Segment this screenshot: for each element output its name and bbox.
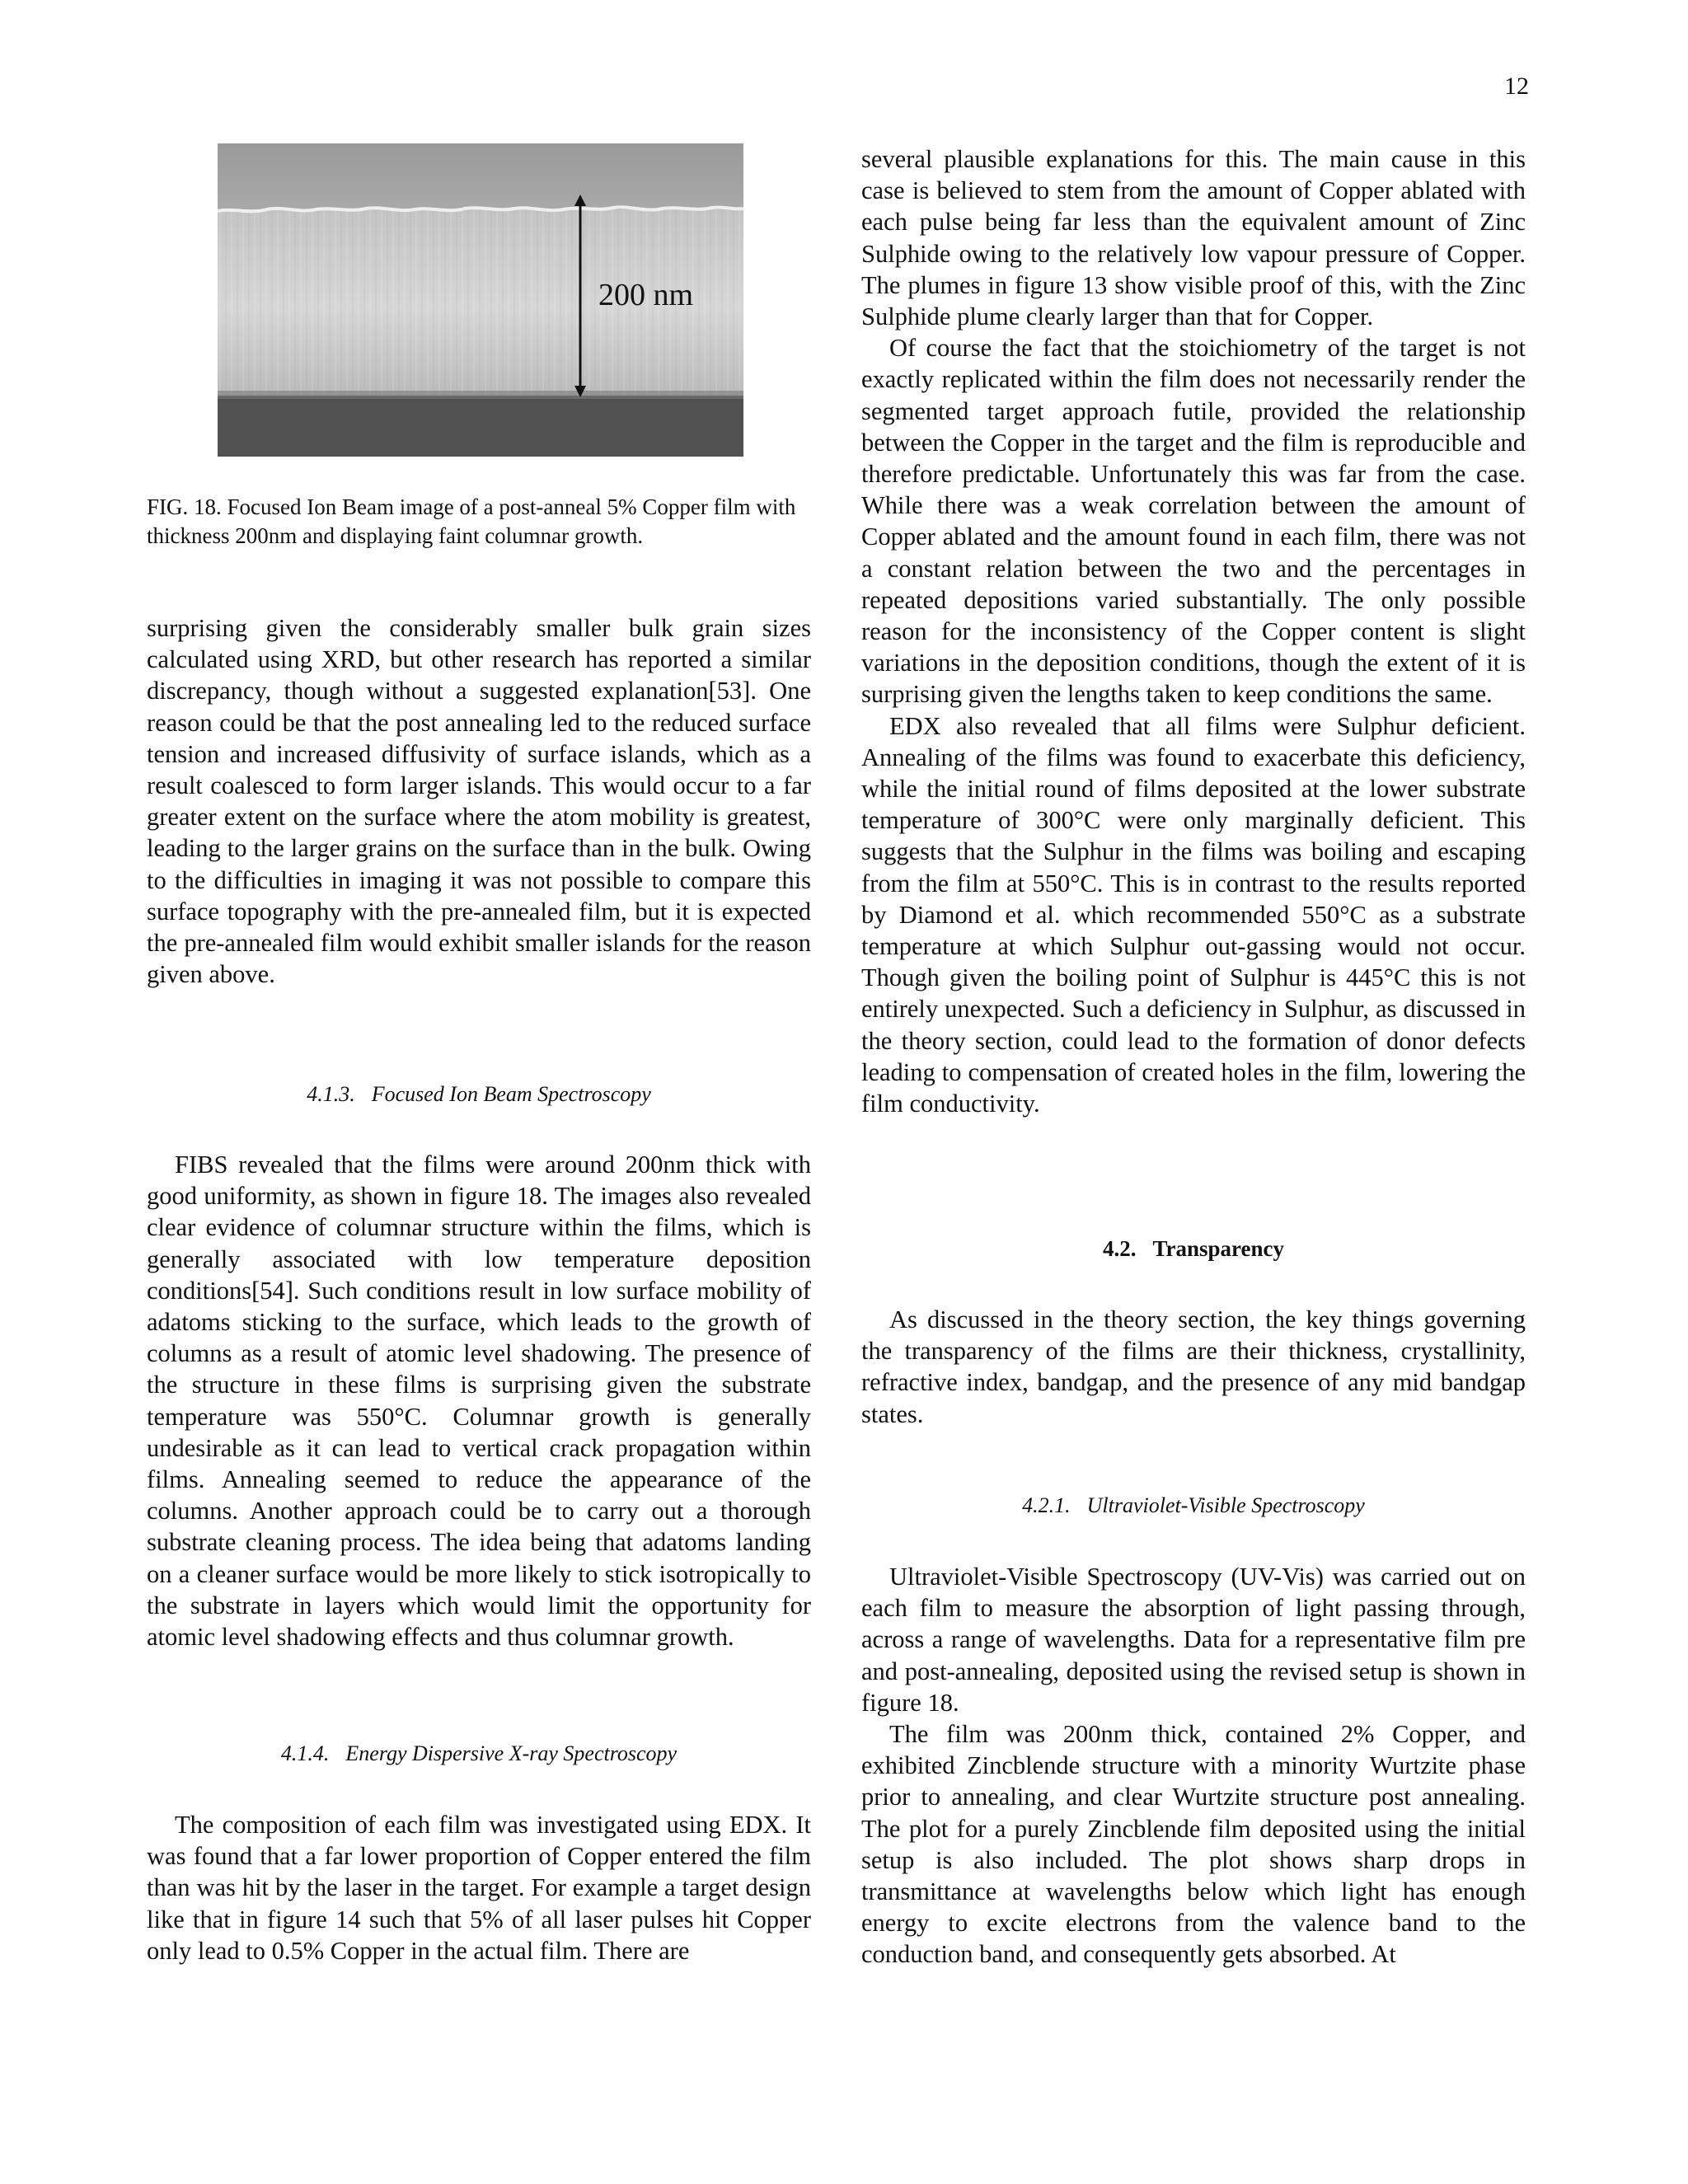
right-paragraph-group-1: several plausible explanations for this. The main cause in this case is believed to stem from the amount of Copper ablated with each pulse being far less than the equivalent amount of Zinc Sulphide owing to the relatively low vapour pressure of Copper. The plumes in figure 13 show visible proof of this, with the Zinc Sulphide plume clearly larger than that for Copper. Of course the fact that the stoichiometry of the target is not exactly replicated within the film does not necessarily render the segmented target approach futile, provided the relationship between the Copper in the target and the film is reproducible and therefore predictable. Unfortunately this was far from the case. While there was a weak correlation between the amount of Copper ablated and the amount found in each film, there was not a constant relation between the two and the percentages in repeated depositions varied substantially. The only possible reason for the inconsistency of the Copper content is slight variations in the deposition conditions, though the extent of it is surprising given the lengths taken to keep conditions the same. EDX also revealed that all films were Sulphur deficient. Annealing of the films was found to exacerbate this deficiency, while the initial round of films deposited at the lower substrate temperature of 300°C were only marginally deficient. This suggests that the Sulphur in the films was boiling and escaping from the film at 550°C. This is in contrast to the results reported by Diamond et al. which recommended 550°C as a substrate temperature at which Sulphur out-gassing would not occur. Though given the boiling point of Sulphur is 445°C this is not entirely unexpected. Such a deficiency in Sulphur, as discussed in the theory section, could lead to the formation of donor defects leading to compensation of created holes in the film, lowering the film conductivity. bbox=[861, 145, 1526, 1118]
figure-caption: FIG. 18. Focused Ion Beam image of a post-anneal 5% Copper film with thickness 200nm and displaying faint columnar growth. bbox=[147, 494, 796, 548]
section-4-2-heading: 4.2. Transparency bbox=[1102, 1236, 1284, 1261]
section-4-1-4-heading: 4.1.4. Energy Dispersive X-ray Spectroscopy bbox=[280, 1741, 678, 1765]
fib-image bbox=[218, 143, 743, 457]
scale-label: 200 nm bbox=[598, 278, 694, 312]
left-paragraph-fibs: FIBS revealed that the films were around 200nm thick with good uniformity, as shown in figure 18. The images also revealed clear evidence of columnar structure within the films, which is generally associated with low temperature deposition conditions[54]. Such conditions result in low surface mobility of adatoms sticking to the surface, which leads to the growth of columns as a result of atomic level shadowing. The presence of the structure in these films is surprising given the substrate temperature was 550°C. Columnar growth is generally undesirable as it can lead to vertical crack propagation within films. Annealing seemed to reduce the appearance of the columns. Another approach could be to carry out a thorough substrate cleaning process. The idea being that adatoms landing on a cleaner surface would be more likely to stick isotropically to the substrate in layers which would limit the opportunity for atomic level shadowing effects and thus columnar growth. bbox=[147, 1151, 811, 1652]
fib-image-graphic bbox=[218, 143, 743, 457]
page-number: 12 bbox=[1504, 73, 1529, 100]
right-paragraph-transparency: As discussed in the theory section, the key things governing the transparency of the films are their thickness, crystallinity, refractive index, bandgap, and the presence of any mid bandgap states. bbox=[861, 1305, 1526, 1428]
section-4-1-3-heading: 4.1.3. Focused Ion Beam Spectroscopy bbox=[307, 1082, 651, 1106]
left-paragraph-edx: The composition of each film was investigated using EDX. It was found that a far lower proportion of Copper entered the film than was hit by the laser in the target. For example a target design like that in figure 14 such that 5% of all laser pulses hit Copper only lead to 0.5% Copper in the actual film. There are bbox=[147, 1811, 811, 1965]
right-paragraph-group-2: Ultraviolet-Visible Spectroscopy (UV-Vis) was carried out on each film to measure the absorption of light passing through, across a range of wavelengths. Data for a representative film pre and post-annealing, deposited using the revised setup is shown in figure 18. The film was 200nm thick, contained 2% Copper, and exhibited Zincblende structure with a minority Wurtzite phase prior to annealing, and clear Wurtzite structure post annealing. The plot for a purely Zincblende film deposited using the initial setup is also included. The plot shows sharp drops in transmittance at wavelengths below which light has enough energy to excite electrons from the valence band to the conduction band, and consequently gets absorbed. At bbox=[861, 1563, 1526, 1969]
left-paragraph-continued: surprising given the considerably smaller bulk grain sizes calculated using XRD, but other research has reported a similar discrepancy, though without a suggested explanation[53]. One reason could be that the post annealing led to the reduced surface tension and increased diffusivity of surface islands, which as a result coalesced to form larger islands. This would occur to a far greater extent on the surface where the atom mobility is greatest, leading to the larger grains on the surface than in the bulk. Owing to the difficulties in imaging it was not possible to compare this surface topography with the pre-annealed film, but it is expected the pre-annealed film would exhibit smaller islands for the reason given above. bbox=[147, 614, 811, 989]
section-4-2-1-heading: 4.2.1. Ultraviolet-Visible Spectroscopy bbox=[1022, 1493, 1365, 1517]
